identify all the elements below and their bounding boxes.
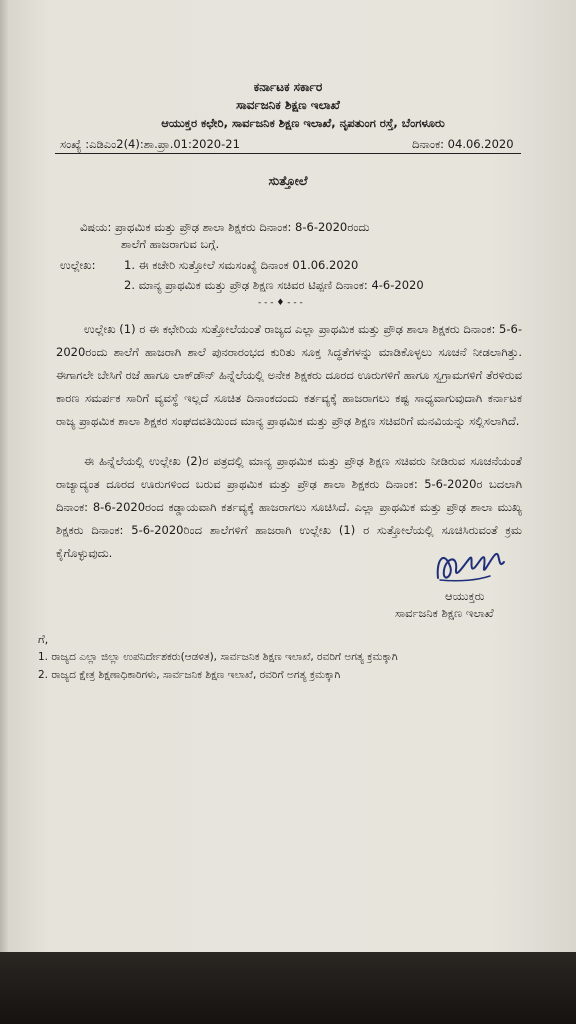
- signatory-title: ಆಯುಕ್ತರು: [445, 589, 485, 603]
- letterhead-government: ಕರ್ನಾಟಕ ಸರ್ಕಾರ: [253, 80, 323, 94]
- background-surface: [0, 952, 576, 1024]
- references-label: ಉಲ್ಲೇಖ:: [60, 258, 96, 272]
- subject-line-continued: ಶಾಲೆಗೆ ಹಾಜರಾಗುವ ಬಗ್ಗೆ.: [121, 237, 220, 251]
- circular-heading: ಸುತ್ತೋಲೆ: [268, 173, 308, 188]
- paper-edge: [0, 0, 10, 952]
- letterhead-department: ಸಾರ್ವಜನಿಕ ಶಿಕ್ಷಣ ಇಲಾಖೆ: [236, 98, 340, 112]
- header-divider: [55, 153, 521, 154]
- subject-line: ವಿಷಯ: ಪ್ರಾಥಮಿಕ ಮತ್ತು ಪ್ರೌಢ ಶಾಲಾ ಶಿಕ್ಷಕರು ದಿನಾಂಕ: 8-6-2020ರಂದು: [80, 220, 370, 234]
- signature: [430, 540, 518, 592]
- reference-number: ಸಂಖ್ಯೆ :ಎಡಿಎಂ2(4):ಶಾ.ಪ್ರಾ.01:2020-21: [60, 137, 240, 151]
- section-divider: - - - ♦ - - -: [258, 298, 303, 308]
- body-paragraph-1: ಉಲ್ಲೇಖ (1) ರ ಈ ಕಛೇರಿಯ ಸುತ್ತೋಲೆಯಂತೆ ರಾಜ್ಯದ ಎಲ್ಲಾ ಪ್ರಾಥಮಿಕ ಮತ್ತು ಪ್ರೌಢ ಶಾಲಾ ಶಿಕ್ಷಕರು ದಿನಾಂಕ: 5-6-2020ರಂದು ಶಾಲೆಗೆ ಹಾಜರಾಗಿ ಶಾಲೆ ಪುನರಾರಂಭದ ಕುರಿತು ಸೂಕ್ತ ಸಿದ್ಧತೆಗಳನ್ನು ಮಾಡಿಕೊಳ್ಳಲು ಸೂಚನೆ ನೀಡಲಾಗಿತ್ತು. ಈಗಾಗಲೇ ಬೇಸಿಗೆ ರಜೆ ಹಾಗೂ ಲಾಕ್‌ಡೌನ್ ಹಿನ್ನೆಲೆಯಲ್ಲಿ ಅನೇಕ ಶಿಕ್ಷಕರು ದೂರದ ಊರುಗಳಿಗೆ ಹಾಗೂ ಸ್ವಗ್ರಾಮಗಳಿಗೆ ತೆರಳಿರುವ ಕಾರಣ ಸಮರ್ಪಕ ಸಾರಿಗೆ ವ್ಯವಸ್ಥೆ ಇಲ್ಲದೆ ಸೂಚಿತ ದಿನಾಂಕದಂದು ಕರ್ತವ್ಯಕ್ಕೆ ಹಾಜರಾಗಲು ಕಷ್ಟ ಸಾಧ್ಯವಾಗುವುದಾಗಿ ಕರ್ನಾಟಕ ರಾಜ್ಯ ಪ್ರಾಥಮಿಕ ಶಾಲಾ ಶಿಕ್ಷಕರ ಸಂಘದವತಿಯಿಂದ ಮಾನ್ಯ ಪ್ರಾಥಮಿಕ ಮತ್ತು ಪ್ರೌಢ ಶಿಕ್ಷಣ ಸಚಿವರಿಗೆ ಮನವಿಯನ್ನು ಸಲ್ಲಿಸಲಾಗಿದೆ.: [56, 322, 522, 428]
- recipient-item-2: 2. ರಾಜ್ಯದ ಕ್ಷೇತ್ರ ಶಿಕ್ಷಣಾಧಿಕಾರಿಗಳು, ಸಾರ್ವಜನಿಕ ಶಿಕ್ಷಣ ಇಲಾಖೆ, ರವರಿಗೆ ಅಗತ್ಯ ಕ್ರಮಕ್ಕಾಗಿ: [38, 669, 341, 681]
- signatory-department: ಸಾರ್ವಜನಿಕ ಶಿಕ್ಷಣ ಇಲಾಖೆ: [395, 606, 494, 620]
- document-date: ದಿನಾಂಕ: 04.06.2020: [412, 137, 514, 151]
- recipient-item-1: 1. ರಾಜ್ಯದ ಎಲ್ಲಾ ಜಿಲ್ಲಾ ಉಪನಿರ್ದೇಶಕರು(ಆಡಳಿತ), ಸಾರ್ವಜನಿಕ ಶಿಕ್ಷಣ ಇಲಾಖೆ, ರವರಿಗೆ ಅಗತ್ಯ ಕ್ರಮಕ್ಕಾಗಿ: [38, 651, 398, 663]
- reference-item-2: 2. ಮಾನ್ಯ ಪ್ರಾಥಮಿಕ ಮತ್ತು ಪ್ರೌಢ ಶಿಕ್ಷಣ ಸಚಿವರ ಟಿಪ್ಪಣಿ ದಿನಾಂಕ: 4-6-2020: [124, 278, 424, 292]
- body-paragraph-2: ಈ ಹಿನ್ನೆಲೆಯಲ್ಲಿ ಉಲ್ಲೇಖ (2)ರ ಪತ್ರದಲ್ಲಿ ಮಾನ್ಯ ಪ್ರಾಥಮಿಕ ಮತ್ತು ಪ್ರೌಢ ಶಿಕ್ಷಣ ಸಚಿವರು ನೀಡಿರುವ ಸೂಚನೆಯಂತೆ ರಾಜ್ಯಾದ್ಯಂತ ದೂರದ ಊರುಗಳಿಂದ ಬರುವ ಪ್ರಾಥಮಿಕ ಮತ್ತು ಪ್ರೌಢ ಶಾಲಾ ಶಿಕ್ಷಕರು ದಿನಾಂಕ: 5-6-2020ರ ಬದಲಾಗಿ ದಿನಾಂಕ: 8-6-2020ರಂದ ಕಡ್ಡಾಯವಾಗಿ ಕರ್ತವ್ಯಕ್ಕೆ ಹಾಜರಾಗಲು ಸೂಚಿಸಿದೆ. ಎಲ್ಲಾ ಪ್ರಾಥಮಿಕ ಮತ್ತು ಪ್ರೌಢ ಶಾಲಾ ಮುಖ್ಯ ಶಿಕ್ಷಕರು ದಿನಾಂಕ: 5-6-2020ರಿಂದ ಶಾಲೆಗಳಿಗೆ ಹಾಜರಾಗಿ ಉಲ್ಲೇಖ (1) ರ ಸುತ್ತೋಲೆಯಲ್ಲಿ ಸೂಚಿಸಿರುವಂತೆ ಕ್ರಮ ಕೈಗೊಳ್ಳುವುದು.: [56, 454, 522, 560]
- reference-item-1: 1. ಈ ಕಚೇರಿ ಸುತ್ತೋಲೆ ಸಮಸಂಖ್ಯೆ ದಿನಾಂಕ 01.06.2020: [124, 258, 359, 272]
- letterhead-address: ಆಯುಕ್ತರ ಕಛೇರಿ, ಸಾರ್ವಜನಿಕ ಶಿಕ್ಷಣ ಇಲಾಖೆ, ನೃಪತುಂಗ ರಸ್ತೆ, ಬೆಂಗಳೂರು: [161, 116, 445, 130]
- recipients-label: ಗೆ,: [38, 632, 49, 646]
